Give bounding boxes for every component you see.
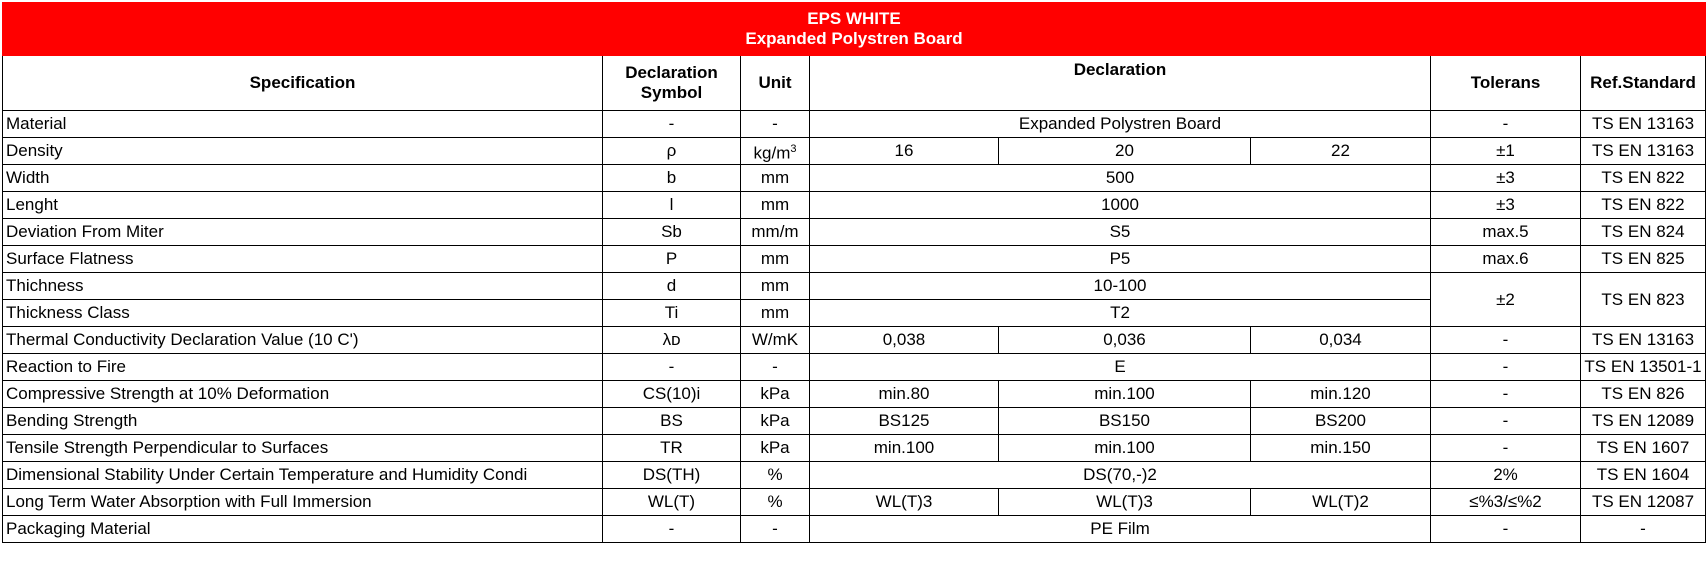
declaration-value: WL(T)3 [810,489,999,516]
header-declaration-symbol [603,56,741,111]
declaration-symbol: WL(T) [603,489,741,516]
declaration-value: min.100 [999,435,1251,462]
sheet-title: EPS WHITE [3,3,1706,30]
header-row [3,56,1706,111]
spec-name: Thichness [3,273,603,300]
ref-standard-cell: TS EN 13163 [1581,138,1706,165]
declaration-value: WL(T)3 [999,489,1251,516]
declaration-value: min.80 [810,381,999,408]
ref-standard-cell: TS EN 824 [1581,219,1706,246]
ref-standard-cell: TS EN 822 [1581,165,1706,192]
spec-name: Long Term Water Absorption with Full Immersion [3,489,603,516]
tolerans-cell: - [1431,327,1581,354]
tolerans-cell: ±2 [1431,273,1581,327]
spec-name: Thermal Conductivity Declaration Value (10 C') [3,327,603,354]
tolerans-cell: ±3 [1431,165,1581,192]
unit-cell: kPa [741,435,810,462]
spec-name: Bending Strength [3,408,603,435]
declaration-symbol: DS(TH) [603,462,741,489]
declaration-value: min.150 [1251,435,1431,462]
unit-cell: - [741,111,810,138]
declaration-value: 16 [810,138,999,165]
ref-standard-cell: TS EN 13501-1 [1581,354,1706,381]
declaration-value: E [810,354,1431,381]
declaration-symbol: d [603,273,741,300]
declaration-value: DS(70,-)2 [810,462,1431,489]
ref-standard-cell: TS EN 825 [1581,246,1706,273]
header-ref-standard: Ref.Standard [1581,56,1706,111]
table-row [3,435,1706,462]
declaration-symbol: TR [603,435,741,462]
declaration-value: BS125 [810,408,999,435]
declaration-value: Expanded Polystren Board [810,111,1431,138]
declaration-value: T2 [810,300,1431,327]
spec-table [2,2,1706,543]
ref-standard-cell: TS EN 1607 [1581,435,1706,462]
unit-cell: - [741,516,810,543]
tolerans-cell: - [1431,408,1581,435]
declaration-symbol: - [603,516,741,543]
ref-standard-cell: TS EN 13163 [1581,111,1706,138]
declaration-value: 22 [1251,138,1431,165]
declaration-symbol: BS [603,408,741,435]
unit-base: kg/m [753,143,791,163]
declaration-value: 20 [999,138,1251,165]
table-row [3,354,1706,381]
declaration-symbol: Sb [603,219,741,246]
ref-standard-cell: TS EN 823 [1581,273,1706,327]
declaration-value: min.100 [810,435,999,462]
declaration-symbol: ρ [603,138,741,165]
spec-name: Lenght [3,192,603,219]
header-symbol-line2: Symbol [640,83,703,102]
ref-standard-cell: TS EN 822 [1581,192,1706,219]
declaration-value: 0,036 [999,327,1251,354]
header-unit: Unit [741,56,810,111]
tolerans-cell: ≤%3/≤%2 [1431,489,1581,516]
unit-cell: W/mK [741,327,810,354]
spec-name: Reaction to Fire [3,354,603,381]
declaration-symbol: λᴅ [603,327,741,354]
declaration-symbol: P [603,246,741,273]
unit-cell: % [741,462,810,489]
ref-standard-cell: TS EN 13163 [1581,327,1706,354]
table-row [3,489,1706,516]
ref-standard-cell: TS EN 12089 [1581,408,1706,435]
declaration-value: P5 [810,246,1431,273]
declaration-value: min.120 [1251,381,1431,408]
declaration-value: 1000 [810,192,1431,219]
spec-name: Density [3,138,603,165]
unit-cell: kPa [741,381,810,408]
tolerans-cell: - [1431,381,1581,408]
tolerans-cell: max.6 [1431,246,1581,273]
tolerans-cell: - [1431,435,1581,462]
unit-cell: mm [741,165,810,192]
unit-cell: - [741,354,810,381]
tolerans-cell: - [1431,354,1581,381]
declaration-value: 0,038 [810,327,999,354]
declaration-value: min.100 [999,381,1251,408]
declaration-symbol: Ti [603,300,741,327]
tolerans-cell: - [1431,516,1581,543]
spec-name: Deviation From Miter [3,219,603,246]
declaration-value: BS150 [999,408,1251,435]
declaration-value: 0,034 [1251,327,1431,354]
sheet-subtitle: Expanded Polystren Board [3,29,1706,56]
table-row [3,111,1706,138]
table-row [3,381,1706,408]
ref-standard-cell: - [1581,516,1706,543]
ref-standard-cell: TS EN 1604 [1581,462,1706,489]
table-row [3,165,1706,192]
spec-name: Tensile Strength Perpendicular to Surfaces [3,435,603,462]
header-tolerans: Tolerans [1431,56,1581,111]
unit-cell: % [741,489,810,516]
spec-name: Dimensional Stability Under Certain Temperature and Humidity Condi [3,462,603,489]
tolerans-cell: max.5 [1431,219,1581,246]
spec-name: Compressive Strength at 10% Deformation [3,381,603,408]
unit-exponent: 3 [790,142,797,155]
declaration-value: PE Film [810,516,1431,543]
table-row [3,138,1706,165]
unit-cell: mm [741,192,810,219]
table-row [3,246,1706,273]
declaration-symbol: - [603,354,741,381]
spec-name: Packaging Material [3,516,603,543]
unit-cell: mm [741,246,810,273]
table-row [3,219,1706,246]
unit-cell: mm [741,273,810,300]
declaration-value: 500 [810,165,1431,192]
declaration-value: S5 [810,219,1431,246]
unit-cell: kPa [741,408,810,435]
declaration-symbol: b [603,165,741,192]
header-symbol-line1: Declaration [625,63,718,82]
unit-cell [741,138,810,165]
declaration-symbol: - [603,111,741,138]
table-row [3,273,1706,300]
ref-standard-cell: TS EN 826 [1581,381,1706,408]
unit-cell: mm [741,300,810,327]
spec-name: Material [3,111,603,138]
declaration-symbol: l [603,192,741,219]
table-row [3,516,1706,543]
spec-name: Surface Flatness [3,246,603,273]
declaration-value: WL(T)2 [1251,489,1431,516]
tolerans-cell: ±1 [1431,138,1581,165]
spec-name: Width [3,165,603,192]
unit-cell: mm/m [741,219,810,246]
declaration-value: 10-100 [810,273,1431,300]
declaration-value: BS200 [1251,408,1431,435]
spec-name: Thickness Class [3,300,603,327]
table-row [3,327,1706,354]
header-specification: Specification [3,56,603,111]
declaration-symbol: CS(10)i [603,381,741,408]
tolerans-cell: ±3 [1431,192,1581,219]
table-row [3,462,1706,489]
ref-standard-cell: TS EN 12087 [1581,489,1706,516]
tolerans-cell: - [1431,111,1581,138]
header-declaration: Declaration [810,56,1431,111]
tolerans-cell: 2% [1431,462,1581,489]
table-row [3,192,1706,219]
table-row [3,408,1706,435]
